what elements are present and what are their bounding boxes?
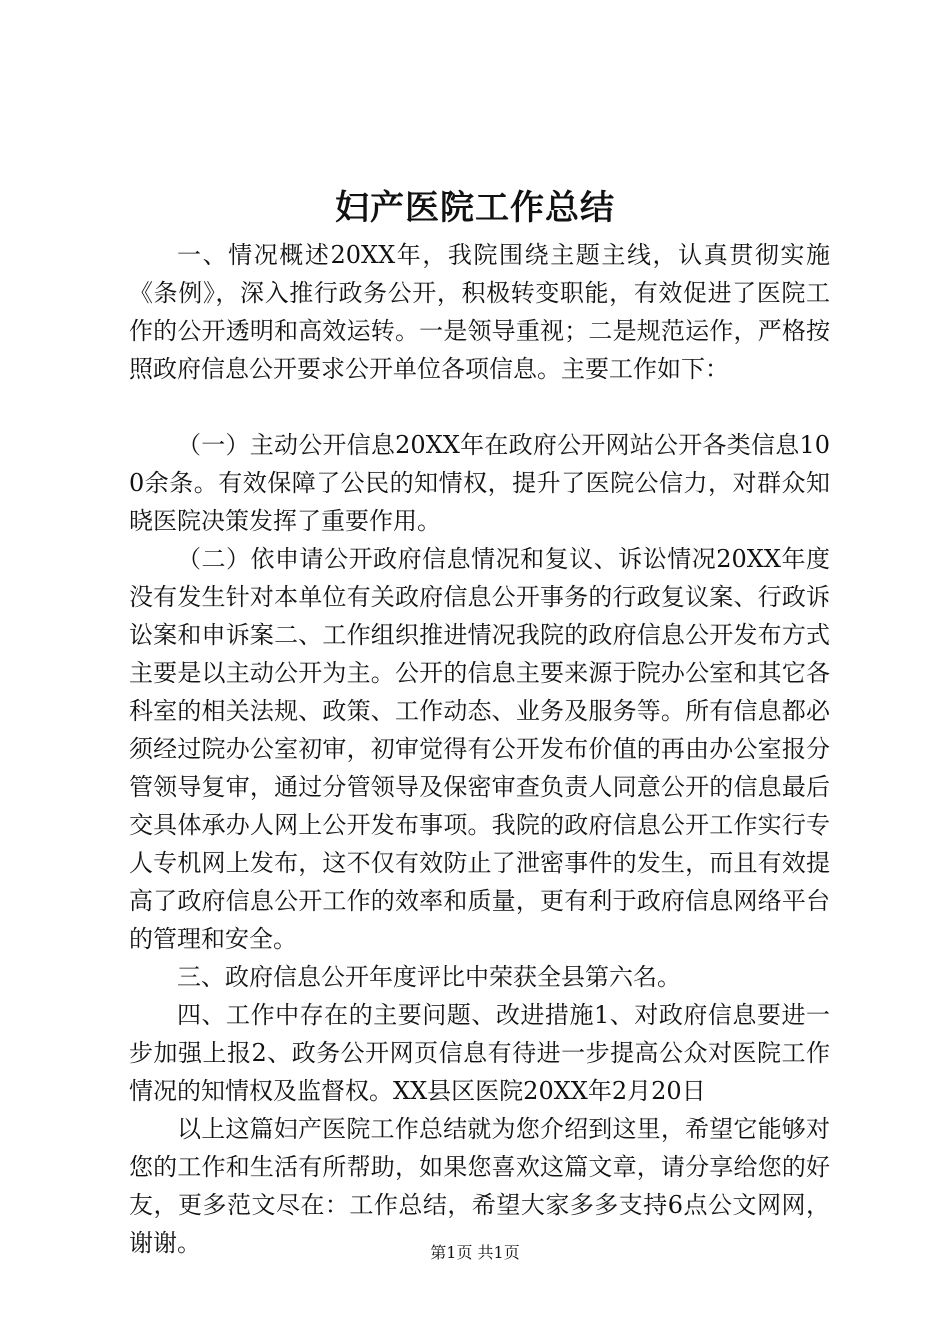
paragraph-problems: 四、工作中存在的主要问题、改进措施1、对政府信息要进一步加强上报2、政务公开网页信息有待进一步提高公众对医院工作情况的知情权及监督权。XX县区医院20XX年2月20日: [129, 1001, 830, 1105]
document-body: [129, 236, 830, 1262]
paragraph-active-disclosure: （一）主动公开信息20XX年在政府公开网站公开各类信息100余条。有效保障了公民的知情权，提升了医院公信力，对群众知晓医院决策发挥了重要作用。: [129, 431, 830, 535]
paragraph-overview: 一、情况概述20XX年，我院围绕主题主线，认真贯彻实施《条例》，深入推行政务公开，积极转变职能，有效促进了医院工作的公开透明和高效运转。一是领导重视；二是规范运作，严格按照政府信息公开要求公开单位各项信息。主要工作如下：: [129, 241, 830, 383]
document-title: 妇产医院工作总结: [335, 188, 615, 228]
page-number-footer: 第1页 共1页: [430, 1243, 520, 1262]
paragraph-closing: 以上这篇妇产医院工作总结就为您介绍到这里，希望它能够对您的工作和生活有所帮助，如果您喜欢这篇文章，请分享给您的好友，更多范文尽在：工作总结，希望大家多多支持6点公文网网，谢谢。: [129, 1115, 830, 1257]
paragraph-ranking: 三、政府信息公开年度评比中荣获全县第六名。: [177, 963, 681, 991]
paragraph-application-disclosure: （二）依申请公开政府信息情况和复议、诉讼情况20XX年度没有发生针对本单位有关政府信息公开事务的行政复议案、行政诉讼案和申诉案二、工作组织推进情况我院的政府信息公开发布方式主要是以主动公开为主。公开的信息主要来源于院办公室和其它各科室的相关法规、政策、工作动态、业务及服务等。所有信息都必须经过院办公室初审，初审觉得有公开发布价值的再由办公室报分管领导复审，通过分管领导及保密审查负责人同意公开的信息最后交具体承办人网上公开发布事项。我院的政府信息公开工作实行专人专机网上发布，这不仅有效防止了泄密事件的发生，而且有效提高了政府信息公开工作的效率和质量，更有利于政府信息网络平台的管理和安全。: [129, 545, 830, 953]
